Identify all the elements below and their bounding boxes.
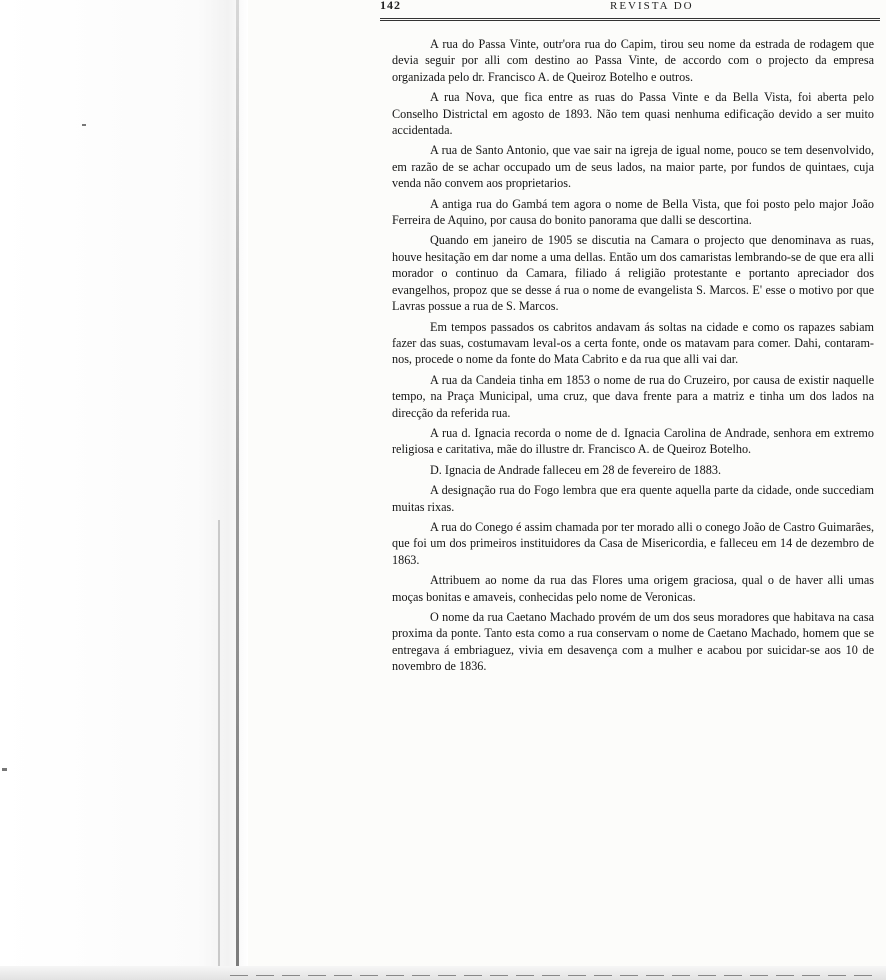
binding-edge: [236, 0, 239, 980]
scan-speck: [82, 124, 86, 126]
paragraph: Quando em janeiro de 1905 se discutia na Camara o projecto que denominava as ruas, houve hesitação em dar nome a uma dellas. Então um dos camaristas lembrando-se de que era alli morador o continuo da Camara, filiado á religião protestante e portanto apreciador dos evangelhos, propoz que se desse á rua o nome de evangelista S. Marcos. E' esse o motivo por que Lavras possue a rua de S. Marcos.: [392, 233, 874, 314]
page-number: 142: [380, 0, 401, 12]
paragraph: A rua Nova, que fica entre as ruas do Passa Vinte e da Bella Vista, foi aberta pelo Conselho Districtal em agosto de 1893. Não tem quasi nenhuma edificação devido a ser muito accidentada.: [392, 90, 874, 138]
page-bottom-rule: [230, 975, 880, 976]
running-head: REVISTA DO: [610, 0, 694, 12]
binding-shadow: [218, 520, 220, 980]
paragraph: A rua d. Ignacia recorda o nome de d. Ignacia Carolina de Andrade, senhora em extremo religiosa e caritativa, mãe do illustre dr. Francisco A. de Queiroz Botelho.: [392, 425, 874, 457]
page-header: [380, 0, 880, 21]
paragraph: A antiga rua do Gambá tem agora o nome de Bella Vista, que foi posto pelo major João Ferreira de Aquino, por causa do bonito panorama que dalli se descortina.: [392, 196, 874, 228]
scan-speck: [2, 768, 7, 771]
paragraph: O nome da rua Caetano Machado provém de um dos seus moradores que habitava na casa proxima da ponte. Tanto esta como a rua conservam o nome de Caetano Machado, homem que se entregava á embriaguez, vivia em desavença com a mulher e acabou por suicidar-se aos 10 de novembro de 1836.: [392, 610, 874, 674]
paragraph: Attribuem ao nome da rua das Flores uma origem graciosa, qual o de haver alli umas moças bonitas e amaveis, conhecidas pelo nome de Veronicas.: [392, 573, 874, 604]
paragraph: A rua do Passa Vinte, outr'ora rua do Capim, tirou seu nome da estrada de rodagem que devia seguir por alli com destino ao Passa Vinte, de accordo com o projecto da empresa organizada pelo dr. Francisco A. de Queiroz Botelho e outros.: [392, 37, 874, 84]
body-text: [392, 36, 874, 679]
paragraph: A rua da Candeia tinha em 1853 o nome de rua do Cruzeiro, por causa de existir naquelle tempo, na Praça Municipal, uma cruz, que dava frente para a matriz e tinha um dos lados na direcção da referida rua.: [392, 372, 874, 420]
page-bottom-edge: [0, 966, 886, 980]
paragraph: D. Ignacia de Andrade falleceu em 28 de fevereiro de 1883.: [430, 462, 722, 477]
book-gutter: [0, 0, 248, 980]
paragraph: A designação rua do Fogo lembra que era quente aquella parte da cidade, onde succediam muitas rixas.: [392, 483, 874, 514]
paragraph: Em tempos passados os cabritos andavam ás soltas na cidade e como os rapazes sabiam fazer das suas, costumavam leval-os a certa fonte, onde os matavam para comer. Dahi, contaram-nos, procede o nome da fonte do Mata Cabrito e da rua que alli vai dar.: [392, 319, 874, 367]
paragraph: A rua do Conego é assim chamada por ter morado alli o conego João de Castro Guimarães, que foi um dos primeiros instituidores da Casa de Misericordia, e falleceu em 14 de dezembro de 1863.: [392, 519, 874, 567]
paragraph: A rua de Santo Antonio, que vae sair na igreja de igual nome, pouco se tem desenvolvido, em razão de se achar occupado um de seus lados, na maior parte, por fundos de quintaes, cuja venda não convem aos proprietarios.: [392, 143, 874, 191]
